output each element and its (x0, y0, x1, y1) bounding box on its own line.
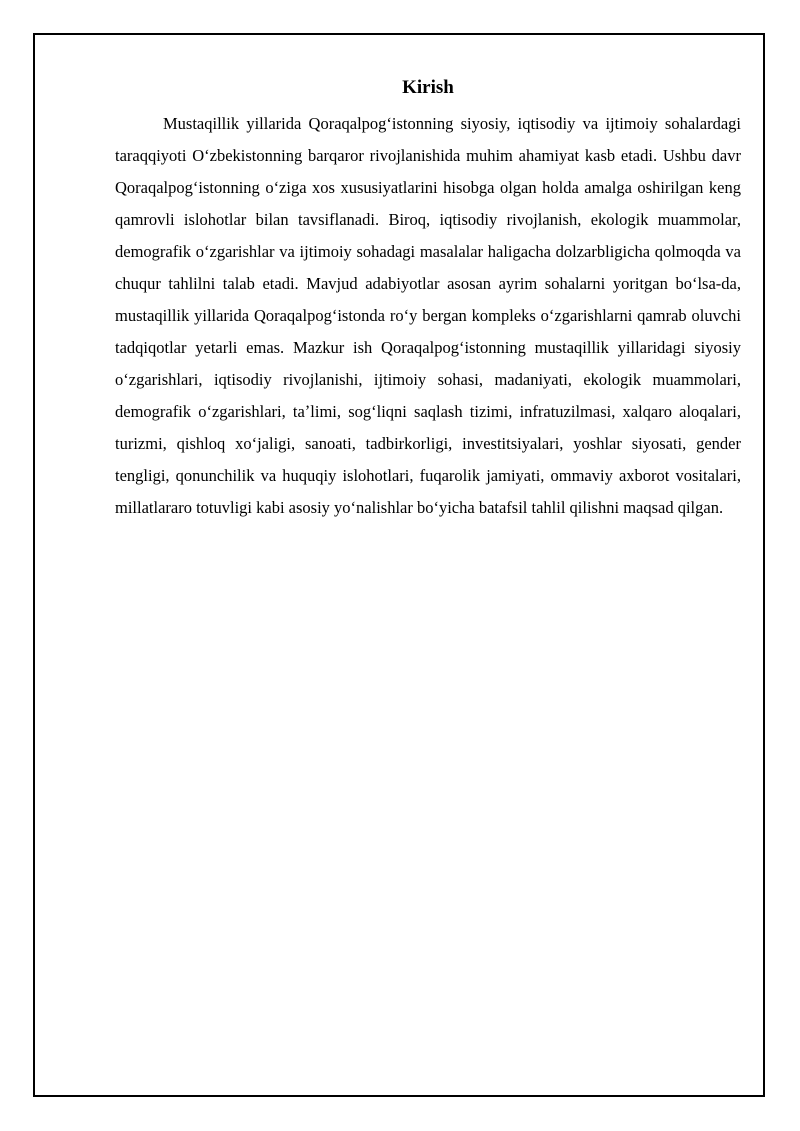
document-title: Kirish (402, 77, 454, 98)
document-content (115, 76, 741, 524)
body-paragraph: Mustaqillik yillarida Qoraqalpogʻistonning siyosiy, iqtisodiy va ijtimoiy sohalardagi taraqqiyoti Oʻzbekistonning barqaror rivojlanishida muhim ahamiyat kasb etadi. Ushbu davr Qoraqalpogʻistonning oʻziga xos xususiyatlarini hisobga olgan holda amalga oshirilgan keng qamrovli islohotlar bilan tavsiflanadi. Biroq, iqtisodiy rivojlanish, ekologik muammolar, demografik oʻzgarishlar va ijtimoiy sohadagi masalalar haligacha dolzarbligicha qolmoqda va chuqur tahlilni talab etadi. Mavjud adabiyotlar asosan ayrim sohalarni yoritgan boʻlsa-da, mustaqillik yillarida Qoraqalpogʻistonda roʻy bergan kompleks oʻzgarishlarni qamrab oluvchi tadqiqotlar yetarli emas. Mazkur ish Qoraqalpogʻistonning mustaqillik yillaridagi siyosiy oʻzgarishlari, iqtisodiy rivojlanishi, ijtimoiy sohasi, madaniyati, ekologik muammolari, demografik oʻzgarishlari, taʼlimi, sogʻliqni saqlash tizimi, infratuzilmasi, xalqaro aloqalari, turizmi, qishloq xoʻjaligi, sanoati, tadbirkorligi, investitsiyalari, yoshlar siyosati, gender tengligi, qonunchilik va huquqiy islohotlari, fuqarolik jamiyati, ommaviy axborot vositalari, millatlararo totuvligi kabi asosiy yoʻnalishlar boʻyicha batafsil tahlil qilishni maqsad qilgan. (115, 114, 741, 517)
